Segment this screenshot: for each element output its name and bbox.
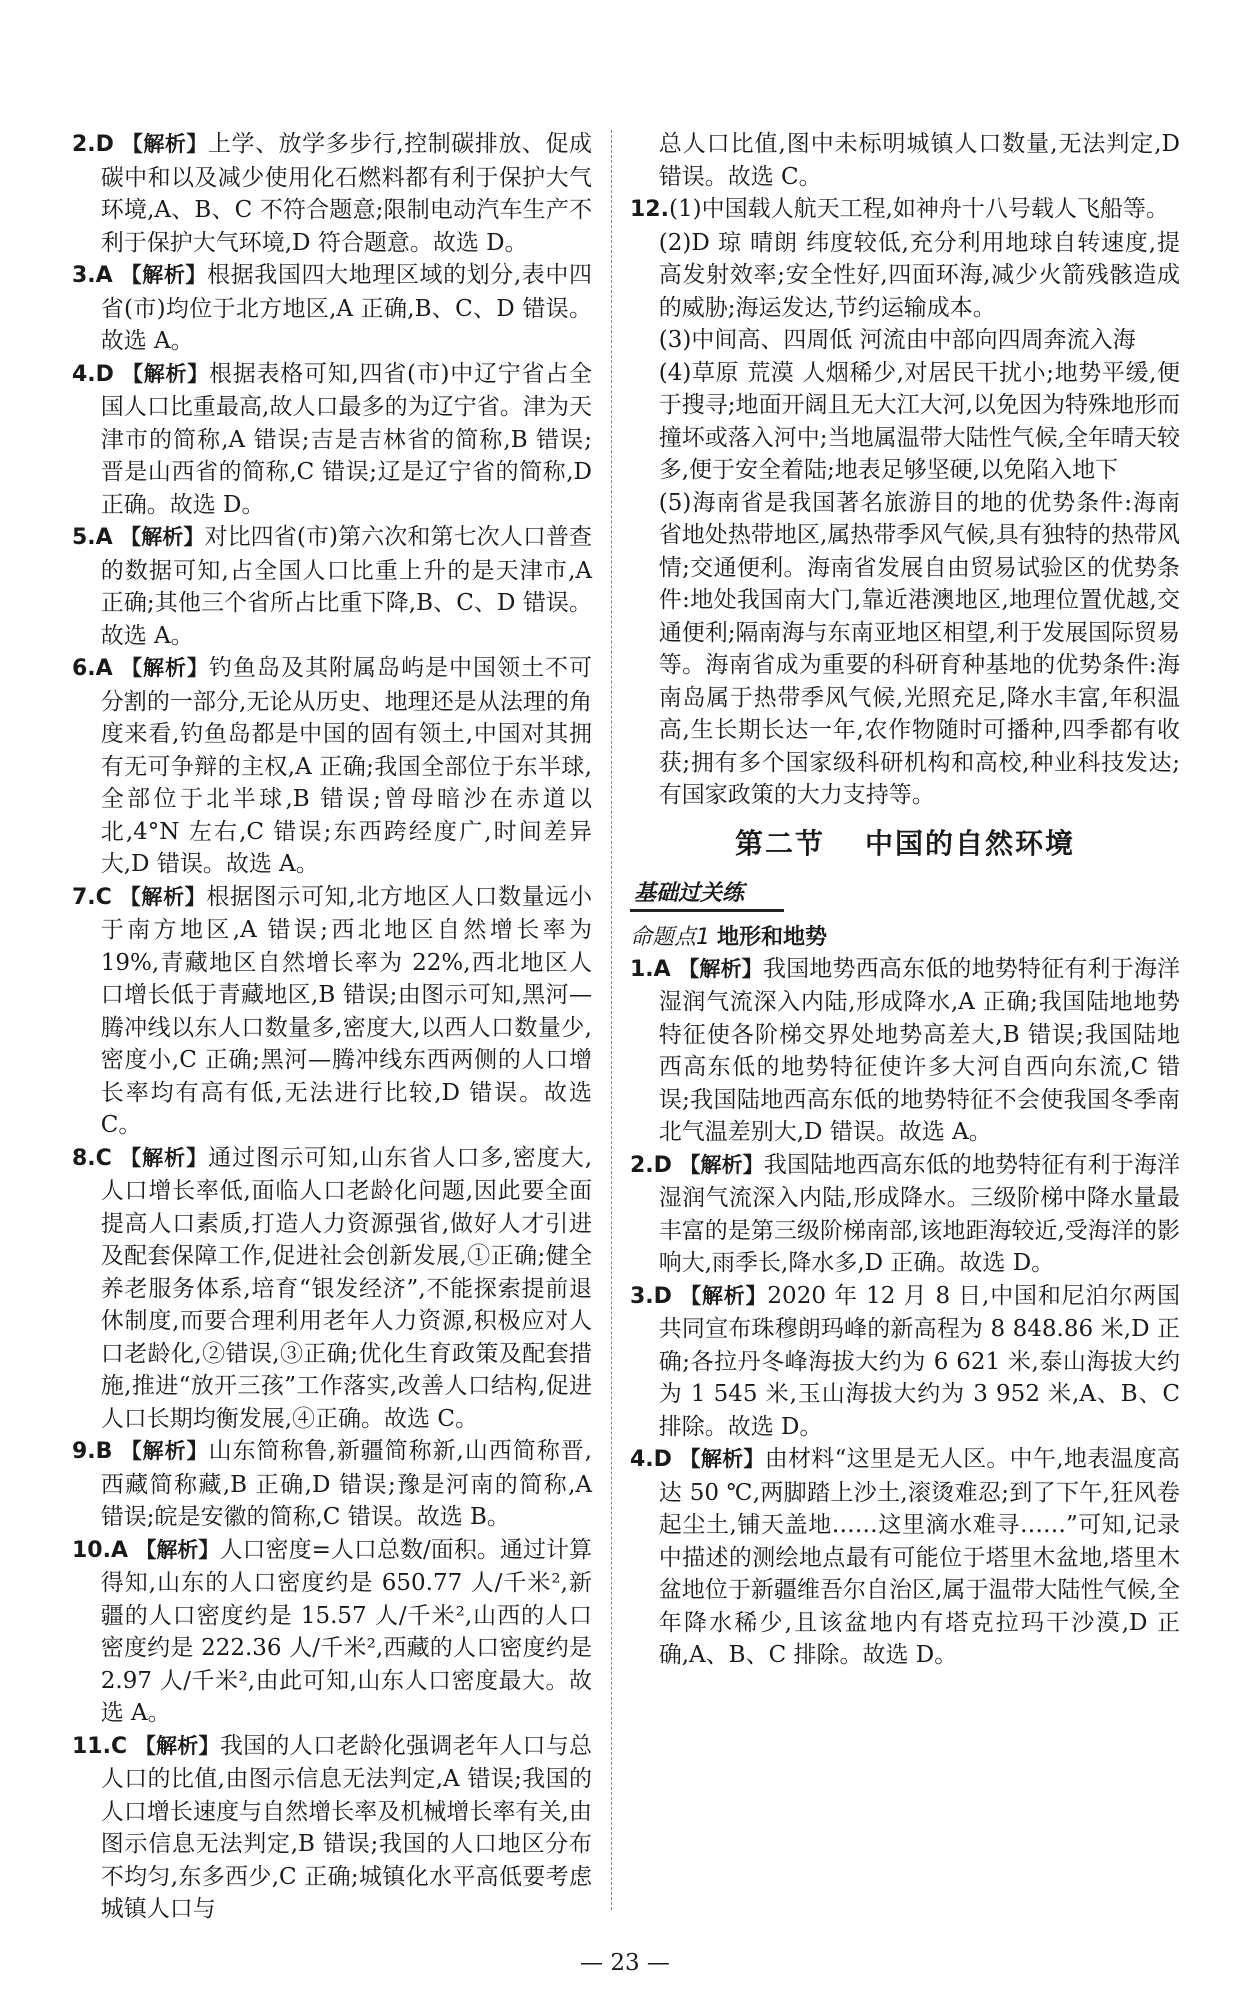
answer-item: 3.D 【解析】2020 年 12 月 8 日,中国和尼泊尔两国共同宣布珠穆朗玛峰的新高程为 8 848.86 米,D 正确;各拉丹冬峰海拔大约为 6 621 米,泰山海拔大约为 1 545 米,玉山海拔大约为 3 952 米,A、B、C 排除。故选 D。 xyxy=(630,1282,1181,1440)
topic-heading: 命题点1 地形和地势 xyxy=(630,924,828,950)
answer-item: 7.C 【解析】根据图示可知,北方地区人口数量远小于南方地区,A 错误;西北地区自然增长率为 19%,青藏地区自然增长率为 22%,西北地区人口增长低于青藏地区,B 错误;由图示可知,黑河—腾冲线以东人口数量多,密度大,以西人口数量少,密度小,C 正确;黑河—腾冲线东西两侧的人口增长率均有高有低,无法进行比较,D 错误。故选 C。 xyxy=(72,883,593,1138)
answer-item: 2.D 【解析】上学、放学多步行,控制碳排放、促成碳中和以及减少使用化石燃料都有利于保护大气环境,A、B、C 不符合题意;限制电动汽车生产不利于保护大气环境,D 符合题意。故选 D。 xyxy=(72,131,593,256)
right-column xyxy=(630,128,1180,1672)
answer-item: 4.D 【解析】由材料“这里是无人区。中午,地表温度高达 50 ℃,两脚踏上沙土,滚烫难忍;到了下午,狂风卷起尘土,铺天盖地……这里滴水难寻……”可知,记录中描述的测绘地点最有可能位于塔里木盆地,塔里木盆地位于新疆维吾尔自治区,属于温带大陆性气候,全年降水稀少,且该盆地内有塔克拉玛干沙漠,D 正确,A、B、C 排除。故选 D。 xyxy=(630,1446,1181,1668)
answer-item: 10.A 【解析】人口密度=人口总数/面积。通过计算得知,山东的人口密度约是 650.77 人/千米²,新疆的人口密度约是 15.57 人/千米²,山西的人口密度约是 222.36 人/千米²,西藏的人口密度约是 2.97 人/千米²,由此可知,山东人口密度最大。故选 A。 xyxy=(72,1536,592,1726)
answer-part: (4)草原 荒漠 人烟稀少,对居民干扰小;地势平缓,便于搜寻;地面开阔且无大江大河,以免因为特殊地形而撞坏或落入河中;当地属温带大陆性气候,全年晴天较多,便于安全着陆;地表足够坚硬,以免陷入地下 xyxy=(658,359,1180,483)
answer-part: (3)中间高、四周低 河流由中部向四周奔流入海 xyxy=(658,327,1136,353)
left-column xyxy=(72,128,592,1926)
answer-item: 9.B 【解析】山东简称鲁,新疆简称新,山西简称晋,西藏简称藏,B 正确,D 错误;豫是河南的简称,A 错误;皖是安徽的简称,C 错误。故选 B。 xyxy=(72,1438,592,1530)
answer-item: 6.A 【解析】钓鱼岛及其附属岛屿是中国领土不可分割的一部分,无论从历史、地理还是从法理的角度来看,钓鱼岛都是中国的固有领土,中国对其拥有无可争辩的主权,A 正确;我国全部位于东半球,全部位于北半球,B 错误;曾母暗沙在赤道以北,4°N 左右,C 错误;东西跨经度广,时间差异大,D 错误。故选 A。 xyxy=(72,655,593,877)
answer-item: 5.A 【解析】对比四省(市)第六次和第七次人口普查的数据可知,占全国人口比重上升的是天津市,A 正确;其他三个省所占比重下降,B、C、D 错误。故选 A。 xyxy=(72,524,593,649)
answer-item: 8.C 【解析】通过图示可知,山东省人口多,密度大,人口增长率低,面临人口老龄化问题,因此要全面提高人口素质,打造人力资源强省,做好人才引进及配套保障工作,促进社会创新发展,①正确;健全养老服务体系,培育“银发经济”,不能探索提前退休制度,而要合理利用老年人力资源,积极应对人口老龄化,②错误,③正确;优化生育政策及配套措施,推进“放开三孩”工作落实,改善人口结构,促进人口长期均衡发展,④正确。故选 C。 xyxy=(72,1144,593,1432)
page-number: — 23 — xyxy=(580,1950,670,1976)
answer-item-12: 12.(1)中国载人航天工程,如神舟十八号载人飞船等。 xyxy=(630,196,1169,222)
continuation-text: 总人口比值,图中未标明城镇人口数量,无法判定,D 错误。故选 C。 xyxy=(658,131,1180,190)
answer-item: 4.D 【解析】根据表格可知,四省(市)中辽宁省占全国人口比重最高,故人口最多的为辽宁省。津为天津市的简称,A 错误;吉是吉林省的简称,B 错误;晋是山西省的简称,C 错误;辽是辽宁省的简称,D 正确。故选 D。 xyxy=(72,360,592,518)
answer-item: 11.C 【解析】我国的人口老龄化强调老年人口与总人口的比值,由图示信息无法判定,A 错误;我国的人口增长速度与自然增长率及机械增长率有关,由图示信息无法判定,B 错误;我国的人口地区分布不均匀,东多西少,C 正确;城镇化水平高低要考虑城镇人口与 xyxy=(72,1732,593,1922)
answer-item: 2.D 【解析】我国陆地西高东低的地势特征有利于海洋湿润气流深入内陆,形成降水。三级阶梯中降水量最丰富的是第三级阶梯南部,该地距海较近,受海洋的影响大,雨季长,降水多,D 正确。故选 D。 xyxy=(630,1151,1180,1276)
section-title: 第二节 中国的自然环境 xyxy=(734,826,1076,860)
answer-item: 1.A 【解析】我国地势西高东低的地势特征有利于海洋湿润气流深入内陆,形成降水,A 正确;我国陆地地势特征使各阶梯交界处地势高差大,B 错误;我国陆地西高东低的地势特征使许多大河自西向东流,C 错误;我国陆地西高东低的地势特征不会使我国冬季南北气温差别大,D 错误。故选 A。 xyxy=(630,955,1181,1145)
answer-part: (2)D 琼 晴朗 纬度较低,充分利用地球自转速度,提高发射效率;安全性好,四面环海,减少火箭残骸造成的威胁;海运发达,节约运输成本。 xyxy=(658,229,1180,321)
exercise-banner: 基础过关练 xyxy=(630,874,784,912)
column-divider xyxy=(611,130,612,1910)
answer-item: 3.A 【解析】根据我国四大地理区域的划分,表中四省(市)均位于北方地区,A 正确,B、C、D 错误。故选 A。 xyxy=(72,262,593,354)
answer-part: (5)海南省是我国著名旅游目的地的优势条件:海南省地处热带地区,属热带季风气候,具有独特的热带风情;交通便利。海南省发展自由贸易试验区的优势条件:地处我国南大门,靠近港澳地区,地理位置优越,交通便利;隔南海与东南亚地区相望,利于发展国际贸易等。海南省成为重要的科研育种基地的优势条件:海南岛属于热带季风气候,光照充足,降水丰富,年积温高,生长期长达一年,农作物随时可播种,四季都有收获;拥有多个国家级科研机构和高校,种业科技发达;有国家政策的大力支持等。 xyxy=(658,489,1180,808)
